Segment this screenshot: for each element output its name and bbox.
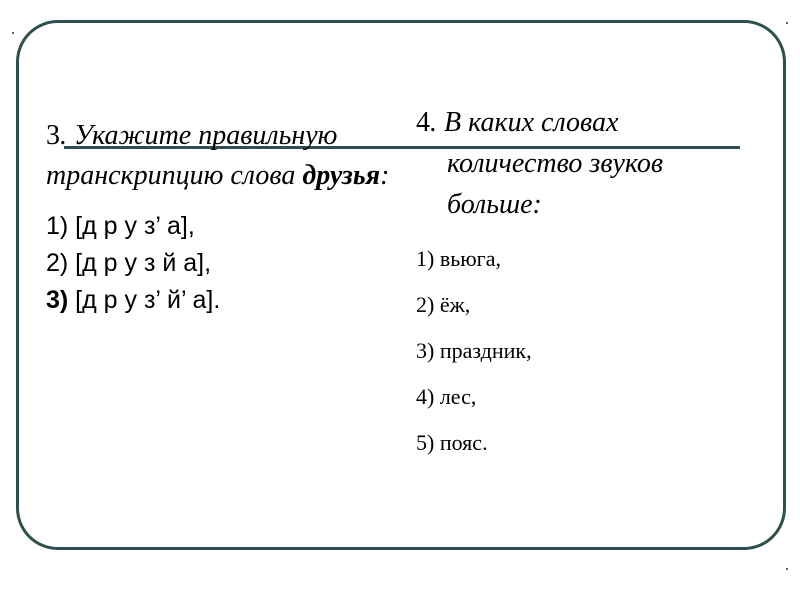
question-3-option: 3) [д р у з’ й’ а]. [46, 286, 221, 314]
question-3-colon: : [380, 160, 390, 191]
corner-dot-top-left [12, 32, 14, 34]
question-3-word: друзья [302, 160, 381, 191]
question-4-option: 4) лес, [416, 384, 477, 409]
question-4-options [416, 236, 756, 466]
question-3-option: 2) [д р у з й а], [46, 249, 212, 277]
question-4-number: 4 [416, 107, 430, 138]
question-3-options [46, 208, 396, 319]
question-4-option: 1) вьюга, [416, 246, 501, 271]
question-3-option: 1) [д р у з’ а], [46, 212, 195, 240]
corner-dot-top-right [786, 22, 788, 24]
question-3-number: 3 [46, 120, 60, 151]
question-3-title [46, 116, 396, 196]
question-4-text: . В каких словах количество звуков больше: [430, 107, 664, 220]
question-4-option: 2) ёж, [416, 292, 471, 317]
question-4-title [416, 102, 756, 225]
question-4-option: 3) праздник, [416, 338, 532, 363]
corner-dot-bottom-right [786, 568, 788, 570]
question-4-option: 5) пояс. [416, 430, 488, 455]
question-4 [416, 102, 756, 466]
question-3 [46, 116, 396, 319]
question-3-text: . Укажите правильную транскрипцию слова [46, 120, 338, 191]
